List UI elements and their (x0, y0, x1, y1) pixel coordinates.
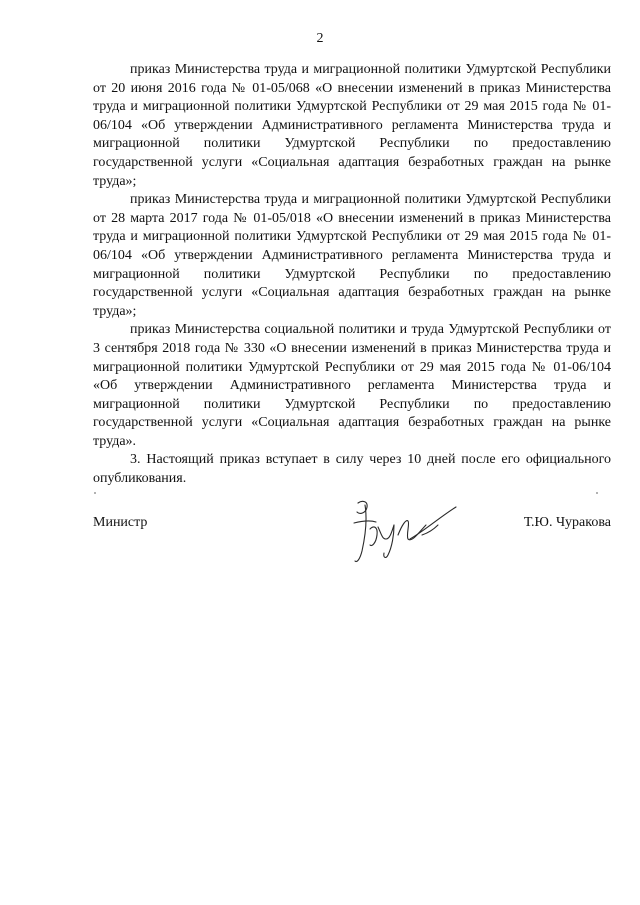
signature-block (93, 507, 611, 577)
signatory-role: Министр (93, 515, 148, 530)
handwritten-signature (348, 495, 463, 567)
paragraph-item-3: 3. Настоящий приказ вступает в силу через 10 дней после его официального опубликования. (93, 452, 611, 487)
paragraph-order-2017: приказ Министерства труда и миграционной политики Удмуртской Республики от 28 марта 2017 года № 01-05/018 «О внесении изменений в приказ Министерства труда и миграционной политики Удмуртской Республики от 29 мая 2015 года № 01-06/104 «Об утверждении Административного регламента Министерства труда и миграционной политики Удмуртской Республики по предоставлению государственной услуги «Социальная адаптация безработных граждан на рынке труда»; (93, 192, 611, 319)
scan-speck (596, 492, 598, 494)
page-number: 2 (316, 31, 324, 46)
paragraph-order-2018: приказ Министерства социальной политики и труда Удмуртской Республики от 3 сентября 2018 года № 330 «О внесении изменений в приказ Министерства труда и миграционной политики Удмуртской Республики от 29 мая 2015 года № 01-06/104 «Об утверждении Административного регламента Министерства труда и миграционной политики Удмуртской Республики по предоставлению государственной услуги «Социальная адаптация безработных граждан на рынке труда». (93, 322, 611, 449)
scan-speck (94, 492, 96, 494)
paragraph-order-2016: приказ Министерства труда и миграционной политики Удмуртской Республики от 20 июня 2016 года № 01-05/068 «О внесении изменений в приказ Министерства труда и миграционной политики Удмуртской Республики от 29 мая 2015 года № 01-06/104 «Об утверждении Административного регламента Министерства труда и миграционной политики Удмуртской Республики по предоставлению государственной услуги «Социальная адаптация безработных граждан на рынке труда»; (93, 62, 611, 189)
signatory-name: Т.Ю. Чуракова (523, 515, 611, 530)
document-body (93, 61, 611, 489)
